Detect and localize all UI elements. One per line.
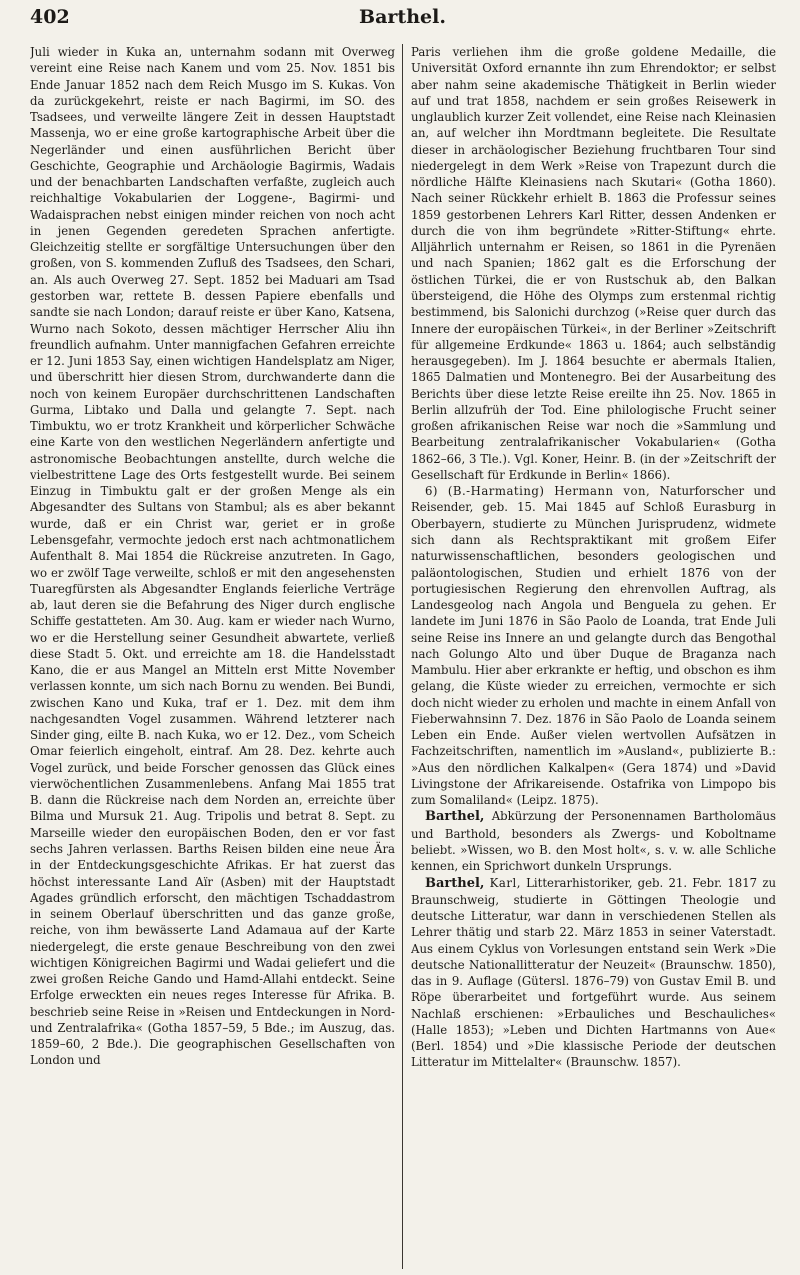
barth-article-conclusion: Paris verliehen ihm die große goldene Medaille, die Universität Oxford ernannte ihn zum Ehrendoktor; er selbst aber nahm seine akademische Thätigkeit in Berlin wieder auf und trat 1858, nachdem er sein großes Reisewerk in unglaublich kurzer Zeit vollendet, eine Reise nach Kleinasien an, auf welcher ihn Mordtmann begleitete. Die Resultate dieser in archäologischer Beziehung fruchtbaren Tour sind niedergelegt in dem Werk »Reise von Trapezunt durch die nördliche Hälfte Kleinasiens nach Skutari« (Gotha 1860). Nach seiner Rückkehr erhielt B. 1863 die Professur seines 1859 gestorbenen Lehrers Karl Ritter, dessen Andenken er durch die von ihm begründete »Ritter-Stiftung« ehrte. Alljährlich unternahm er Reisen, so 1861 in die Pyrenäen und nach Spanien; 1862 galt es die Erforschung der östlichen Türkei, die er von Rustschuk ab, den Balkan übersteigend, die Höhe des Olymps zum erstenmal richtig bestimmend, bis Salonichi durchzog (»Reise quer durch das Innere der europäischen Türkei«, in der Berliner »Zeitschrift für allgemeine Erdkunde« 1863 u. 1864; auch selbständig herausgegeben). Im J. 1864 besuchte er abermals Italien, 1865 Dalmatien und Montenegro. Bei der Ausarbeitung des Berichts über diese letzte Reise ereilte ihn 25. Nov. 1865 in Berlin allzufrüh der Tod. Eine philologische Frucht seiner großen afrikanischen Reise war noch die »Sammlung und Bearbeitung zentralafrikanischer Vokabularien« (Gotha 1862–66, 3 Tle.). Vgl. Koner, Heinr. B. (in der »Zeitschrift der Gesellschaft für Erdkunde in Berlin« 1866).: [411, 45, 776, 482]
page-number: 402: [30, 6, 70, 28]
entry-hermann-von-barth: [411, 483, 776, 808]
entry-barthel-karl-name: Karl,: [489, 875, 521, 890]
entry-barthel-karl-body: Litterarhistoriker, geb. 21. Febr. 1817 zu Braunschweig, studierte in Göttingen Theologie und deutsche Litteratur, war dann in verschiedenen Stellen als Lehrer thätig und starb 22. März 1853 in seiner Vaterstadt. Aus einem Cyklus von Vorlesungen entstand sein Werk »Die deutsche Nationallitteratur der Neuzeit« (Braunschw. 1850), das in 9. Auflage (Gütersl. 1876–79) von Gustav Emil B. und Röpe überarbeitet und fortgeführt wurde. Aus seinem Nachlaß erschienen: »Erbauliches und Beschauliches« (Halle 1853); »Leben und Dichten Hartmanns von Aue« (Berl. 1854) und »Die klassische Periode der deutschen Litteratur im Mittelalter« (Braunschw. 1857).: [411, 875, 776, 1070]
barth-article-continuation: Juli wieder in Kuka an, unternahm sodann mit Overweg vereint eine Reise nach Kanem und vom 25. Nov. 1851 bis Ende Januar 1852 nach dem Reich Musgo im S. Kukas. Von da zurückgekehrt, reiste er nach Bagirmi, im SO. des Tsadsees, und verweilte längere Zeit in dessen Hauptstadt Massenja, wo er eine große kartographische Arbeit über die Negerländer und einen ausführlichen Bericht über Geschichte, Geographie und Archäologie Bagirmis, Wadais und der benachbarten Landschaften verfaßte, zugleich auch reichhaltige Vokabularien der Loggene-, Bagirmi- und Wadaisprachen nebst einigen minder reichen von noch acht in jenen Gegenden geredeten Sprachen anfertigte. Gleichzeitig stellte er sorgfältige Untersuchungen über den großen, von S. kommenden Zufluß des Tsadsees, den Schari, an. Als auch Overweg 27. Sept. 1852 bei Maduari am Tsad gestorben war, rettete B. dessen Papiere ebenfalls und sandte sie nach London; darauf reiste er über Kano, Katsena, Wurno nach Sokoto, dessen mächtiger Herrscher Aliu ihn freundlich aufnahm. Unter mannigfachen Gefahren erreichte er 12. Juni 1853 Say, einen wichtigen Handelsplatz am Niger, und überschritt hier diesen Strom, durchwanderte dann die noch von keinem Europäer durchschrittenen Landschaften Gurma, Libtako und Dalla und gelangte 7. Sept. nach Timbuktu, wo er trotz Krankheit und körperlicher Schwäche eine Karte von den westlichen Negerländern anfertigte und astronomische Beobachtungen anstellte, durch welche die vielbestrittene Lage des Orts festgestellt wurde. Bei seinem Einzug in Timbuktu galt er der großen Menge als ein Abgesandter des Sultans von Stambul; als es aber bekannt wurde, daß er ein Christ war, geriet er in große Lebensgefahr, vermochte jedoch erst nach achtmonatlichem Aufenthalt 8. Mai 1854 die Rückreise anzutreten. In Gago, wo er zwölf Tage verweilte, schloß er mit den angesehensten Tuaregfürsten als Abgesandter Englands feierliche Verträge ab, laut deren sie die Befahrung des Niger durch englische Schiffe gestatteten. Am 30. Aug. kam er wieder nach Wurno, wo er die Herstellung seiner Gesundheit abwartete, verließ diese Stadt 5. Okt. und erreichte am 18. die Handelsstadt Kano, die er aus Mangel an Mitteln erst Mitte November verlassen konnte, um sich nach Bornu zu wenden. Bei Bundi, zwischen Kano und Kuka, traf er 1. Dez. mit dem ihm nachgesandten Vogel zusammen. Während letzterer nach Sinder ging, eilte B. nach Kuka, wo er 12. Dez., vom Scheich Omar feierlich eingeholt, eintraf. Am 28. Dez. kehrte auch Vogel zurück, und beide Forscher genossen das Glück eines vierwöchentlichen Zusammenlebens. Anfang Mai 1855 trat B. dann die Rückreise nach dem Norden an, erreichte über Bilma und Mursuk 21. Aug. Tripolis und betrat 8. Sept. zu Marseille wieder den europäischen Boden, den er vor fast sechs Jahren verlassen. Barths Reisen bilden eine neue Ära in der Entdeckungsgeschichte Afrikas. Er hat zuerst das höchst interessante Land Aïr (Asben) mit der Hauptstadt Agades gründlich erforscht, den mächtigen Tschaddastrom in seinem Oberlauf überschritten und das ganze große, reiche, von ihm bewässerte Land Adamaua auf der Karte niedergelegt, die erste genaue Beschreibung von den zwei wichtigen Königreichen Bagirmi und Wadai geliefert und die zwei großen Reiche Gando und Hamd-Allahi entdeckt. Seine Erfolge erweckten ein neues reges Interesse für Afrika. B. beschrieb seine Reise in »Reisen und Entdeckungen in Nord- und Zentralafrika« (Gotha 1857–59, 5 Bde.; im Auszug, das. 1859–60, 2 Bde.). Die geographischen Gesellschaften von London und: [30, 45, 395, 1068]
entry-barthel-body: Abkürzung der Personennamen Bartholomäus und Barthold, besonders als Zwergs- und Koboltname beliebt. »Wissen, wo B. den Most holt«, s. v. w. alle Schliche kennen, ein Sprichwort dunkeln Ursprungs.: [411, 809, 776, 874]
entry-hermann-body: Naturforscher und Reisender, geb. 15. Mai 1845 auf Schloß Eurasburg in Oberbayern, studierte zu München Jurisprudenz, widmete sich dann als Rechtspraktikant mit großem Eifer naturwissenschaftlichen, besonders geologischen und paläontologischen, Studien und erhielt 1876 von der portugiesischen Regierung den ehrenvollen Auftrag, als Landesgeolog nach Angola und Benguela zu gehen. Er landete im Juni 1876 in São Paolo de Loanda, trat Ende Juli seine Reise ins Innere an und gelangte durch das Bengothal nach Golungo Alto und über Duque de Braganza nach Mambulu. Hier aber erkrankte er heftig, und obschon es ihm gelang, die Küste wieder zu erreichen, vermochte er sich doch nicht wieder zu erholen und machte in einem Anfall von Fieberwahnsinn 7. Dez. 1876 in São Paolo de Loanda seinem Leben ein Ende. Außer vielen wertvollen Aufsätzen in Fachzeitschriften, namentlich im »Ausland«, publizierte B.: »Aus den nördlichen Kalkalpen« (Gera 1874) und »David Livingstone der Afrikareisende. Ostafrika von Limpopo bis zum Somaliland« (Leipz. 1875).: [411, 484, 776, 808]
right-column: [411, 44, 776, 1272]
entry-barthel-karl: [411, 875, 776, 1071]
entry-hermann-lead: 6) (B.-Harmating) Hermann von,: [425, 484, 651, 499]
entry-barthel-headword: Barthel,: [425, 809, 485, 825]
running-title: Barthel.: [359, 6, 446, 28]
page-header: [30, 4, 775, 32]
left-column: [30, 44, 395, 1272]
column-divider: [402, 44, 403, 1269]
entry-barthel-name: [411, 808, 776, 874]
entry-barthel-karl-headword: Barthel,: [425, 875, 485, 891]
